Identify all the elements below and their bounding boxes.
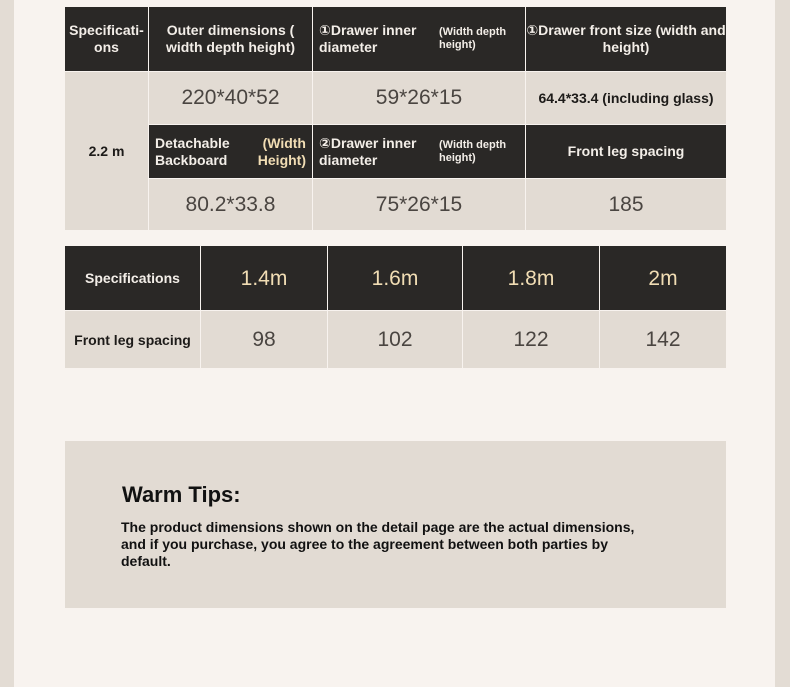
- front-leg-value: 185: [526, 179, 727, 231]
- outer-dimensions-value: 220*40*52: [149, 72, 313, 125]
- drawer1-diameter-header: ①Drawer inner diameter (Width depth height): [313, 7, 526, 72]
- size-2m: 2m: [600, 246, 727, 311]
- size-1-4m: 1.4m: [201, 246, 328, 311]
- size-1-8m: 1.8m: [463, 246, 600, 311]
- front-leg-label: Front leg spacing: [65, 311, 201, 369]
- warm-tips-title: Warm Tips:: [122, 482, 241, 507]
- leg-value-1-8m: 122: [463, 311, 600, 369]
- spec-header: Specificati-ons: [65, 7, 149, 72]
- warm-tips-text: The product dimensions shown on the detail page are the actual dimensions, and if you purchase, you agree to the agreement between both parties by default.: [121, 519, 635, 569]
- outer-dimensions-header: Outer dimensions ( width depth height): [149, 7, 313, 72]
- size-label: 2.2 m: [65, 72, 149, 231]
- backboard-value: 80.2*33.8: [149, 179, 313, 231]
- leg-value-2m: 142: [600, 311, 727, 369]
- spec-table-2-2m: [64, 6, 727, 231]
- backboard-header: Detachable Backboard (Width Height): [149, 125, 313, 179]
- drawer-front-header: ①Drawer front size (width and height): [526, 7, 727, 72]
- leg-spacing-table: [64, 245, 727, 369]
- leg-value-1-4m: 98: [201, 311, 328, 369]
- drawer-front-value: 64.4*33.4 (including glass): [526, 72, 727, 125]
- leg-value-1-6m: 102: [328, 311, 463, 369]
- drawer2-diameter-value: 75*26*15: [313, 179, 526, 231]
- size-1-6m: 1.6m: [328, 246, 463, 311]
- warm-tips-box: [65, 441, 726, 608]
- front-leg-header: Front leg spacing: [526, 125, 727, 179]
- drawer2-diameter-header: ②Drawer inner diameter (Width depth height): [313, 125, 526, 179]
- drawer1-diameter-value: 59*26*15: [313, 72, 526, 125]
- spec-header-2: Specifications: [65, 246, 201, 311]
